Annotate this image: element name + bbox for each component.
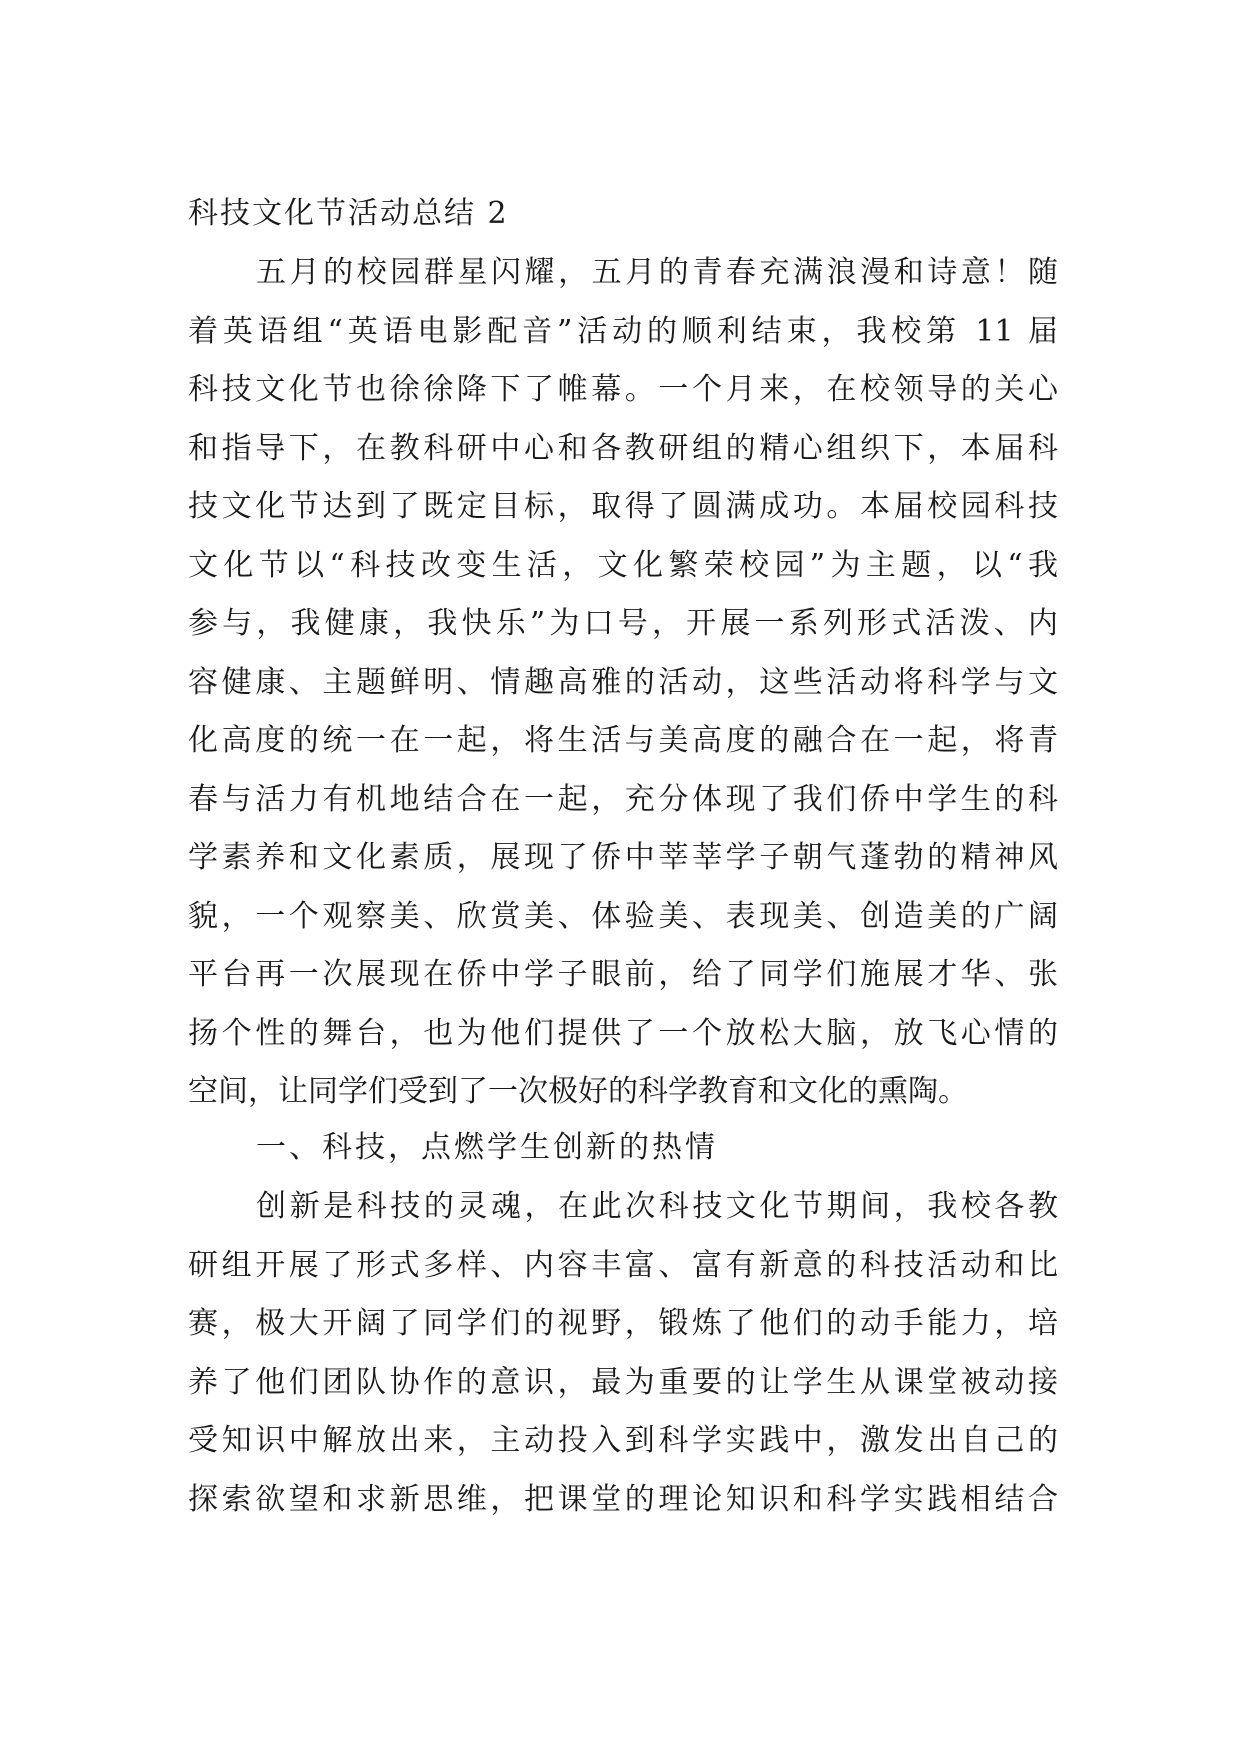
paragraph-line: 受知识中解放出来，主动投入到科学实践中，激发出自己的 <box>188 1423 1058 1458</box>
paragraph-line: 春与活力有机地结合在一起，充分体现了我们侨中学生的科 <box>188 781 1058 817</box>
paragraph-line: 化高度的统一在一起，将生活与美高度的融合在一起，将青 <box>188 723 1058 758</box>
paragraph-line: 赛，极大开阔了同学们的视野，锻炼了他们的动手能力，培 <box>188 1306 1058 1341</box>
paragraph-line: 平台再一次展现在侨中学子眼前，给了同学们施展才华、张 <box>188 957 1058 992</box>
paragraph-line: 貌，一个观察美、欣赏美、体验美、表现美、创造美的广阔 <box>188 898 1058 934</box>
paragraph-line: 科技文化节也徐徐降下了帷幕。一个月来，在校领导的关心 <box>188 372 1058 407</box>
paragraph-line: 着英语组“英语电影配音”活动的顺利结束，我校第 11 届 <box>188 313 1058 349</box>
paragraph-line: 五月的校园群星闪耀，五月的青春充满浪漫和诗意！随 <box>256 255 1058 290</box>
paragraph-line: 参与，我健康，我快乐”为口号，开展一系列形式活泼、内 <box>188 606 1058 641</box>
paragraph-line: 研组开展了形式多样、内容丰富、富有新意的科技活动和比 <box>188 1247 1058 1283</box>
paragraph-line: 学素养和文化素质，展现了侨中莘莘学子朝气蓬勃的精神风 <box>188 840 1058 875</box>
paragraph-line: 容健康、主题鲜明、情趣高雅的活动，这些活动将科学与文 <box>188 664 1058 700</box>
section-heading: 一、科技，点燃学生创新的热情 <box>256 1130 718 1165</box>
paragraph-innovation <box>188 1178 1058 1529</box>
paragraph-line: 文化节以“科技改变生活，文化繁荣校园”为主题，以“我 <box>188 547 1058 583</box>
paragraph-line: 扬个性的舞台，也为他们提供了一个放松大脑，放飞心情的 <box>188 1015 1058 1051</box>
paragraph-line: 创新是科技的灵魂，在此次科技文化节期间，我校各教 <box>256 1189 1058 1224</box>
document-title: 科技文化节活动总结 2 <box>188 196 509 231</box>
paragraph-line: 和指导下，在教科研中心和各教研组的精心组织下，本届科 <box>188 430 1058 466</box>
paragraph-line: 技文化节达到了既定目标，取得了圆满成功。本届校园科技 <box>188 489 1058 524</box>
paragraph-line: 养了他们团队协作的意识，最为重要的让学生从课堂被动接 <box>188 1364 1058 1400</box>
paragraph-intro <box>188 244 1058 1122</box>
paragraph-line: 空间，让同学们受到了一次极好的科学教育和文化的熏陶。 <box>188 1074 968 1109</box>
paragraph-line: 探索欲望和求新思维，把课堂的理论知识和科学实践相结合 <box>188 1481 1058 1517</box>
